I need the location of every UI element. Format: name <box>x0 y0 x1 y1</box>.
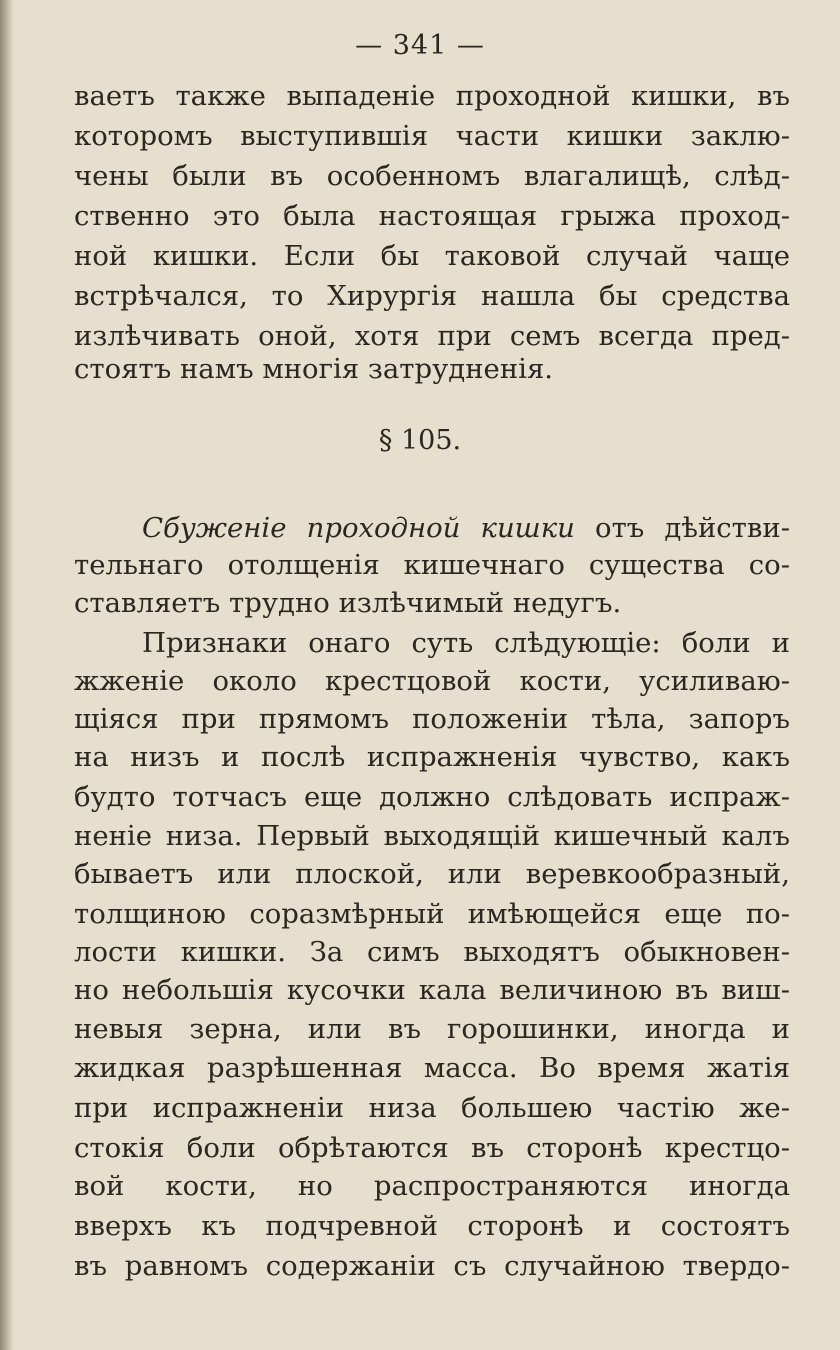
text-line: вверхъ къ подчревной сторонѣ и состоятъ <box>74 1210 790 1242</box>
text-line <box>142 508 790 548</box>
text-line: бываетъ или плоской, или веревкообразный, <box>74 858 790 890</box>
italic-term: Сбуженіе проходной кишки <box>142 512 575 544</box>
text-line: неніе низа. Первый выходящій кишечный калъ <box>74 820 790 852</box>
text-line: на низъ и послѣ испражненія чувство, какъ <box>74 741 790 773</box>
text-line: Признаки онаго суть слѣдующіе: боли и <box>142 627 790 659</box>
text-line: стокія боли обрѣтаются въ сторонѣ крестцо- <box>74 1132 790 1164</box>
text-line: ставляетъ трудно излѣчимый недугъ. <box>74 587 622 619</box>
page-gutter-shadow <box>0 0 14 1350</box>
text-line: ной кишки. Если бы таковой случай чаще <box>74 240 790 272</box>
text-line: чены были въ особенномъ влагалищѣ, слѣд- <box>74 160 790 192</box>
text-line: вой кости, но распространяются иногда <box>74 1170 790 1202</box>
section-heading: § 105. <box>378 425 462 456</box>
text-line: встрѣчался, то Хирургія нашла бы средства <box>74 280 790 312</box>
text-line: жидкая разрѣшенная масса. Во время жатія <box>74 1052 790 1084</box>
text-line: невыя зерна, или въ горошинки, иногда и <box>74 1013 790 1045</box>
text-line: въ равномъ содержаніи съ случайною твердо- <box>74 1250 790 1282</box>
text-line: лости кишки. За симъ выходятъ обыкновен- <box>74 936 790 968</box>
text-fragment: отъ дѣйстви- <box>595 512 790 544</box>
page-number: — 341 — <box>355 30 485 61</box>
text-line: стоятъ намъ многія затрудненія. <box>74 353 554 385</box>
text-line: при испражненіи низа большею частію же- <box>74 1092 790 1124</box>
text-line: ваетъ также выпаденіе проходной кишки, въ <box>74 80 790 112</box>
text-line: излѣчивать оной, хотя при семъ всегда пред- <box>74 320 790 352</box>
text-line: толщиною соразмѣрный имѣющейся еще по- <box>74 898 790 930</box>
text-line: но небольшія кусочки кала величиною въ виш- <box>74 974 790 1006</box>
text-line: которомъ выступившія части кишки заклю- <box>74 120 790 152</box>
text-line: щіяся при прямомъ положеніи тѣла, запоръ <box>74 703 790 735</box>
text-line: будто тотчасъ еще должно слѣдовать испраж- <box>74 781 790 813</box>
text-line: ственно это была настоящая грыжа проход- <box>74 200 790 232</box>
text-line: жженіе около крестцовой кости, усиливаю- <box>74 665 790 697</box>
text-line: тельнаго отолщенія кишечнаго существа со- <box>74 549 790 581</box>
